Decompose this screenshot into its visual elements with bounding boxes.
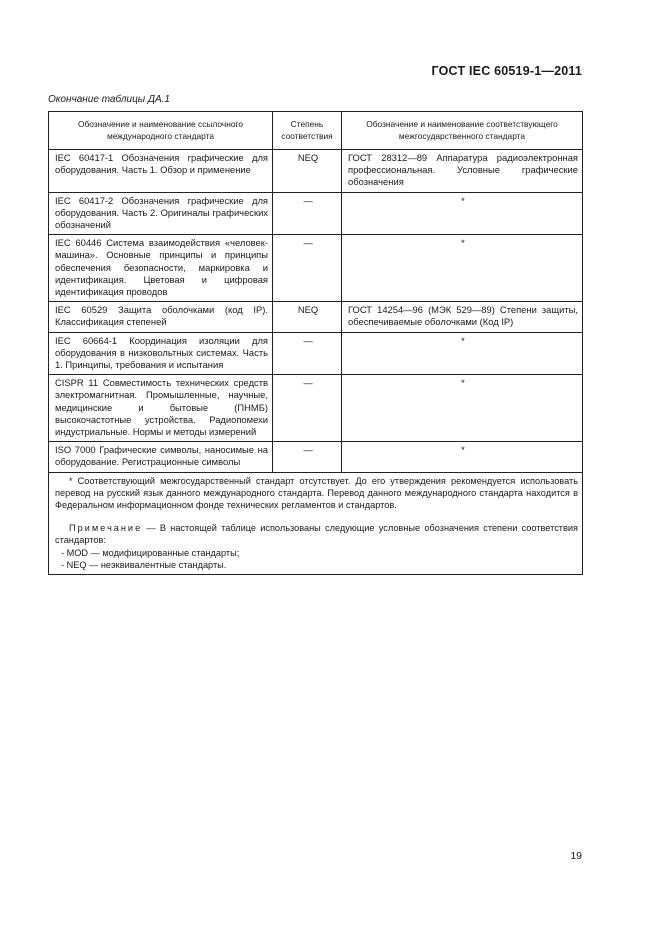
cell-reference: ISO 7000 Графические символы, наносимые на оборудование. Регистрационные символы (49, 442, 273, 472)
legend-item-neq: - NEQ — неэквивалентные стандарты. (61, 559, 227, 570)
cell-national: * (342, 332, 583, 375)
cell-degree: NEQ (273, 150, 342, 193)
table-header-row (49, 112, 583, 150)
cell-degree: — (273, 442, 342, 472)
note-text: — В настоящей таблице использованы следующие условные обозначения степени соответствия стандартов: (55, 523, 578, 546)
legend-item-mod: - MOD — модифицированные стандарты; (61, 547, 240, 558)
table-footer-row (49, 472, 583, 574)
cell-degree: — (273, 235, 342, 302)
cell-national: * (342, 192, 583, 235)
cell-degree: — (273, 192, 342, 235)
table-row (49, 332, 583, 375)
cell-national: ГОСТ 14254—96 (МЭК 529—89) Степени защиты, обеспечиваемые оболочками (Код IP) (342, 302, 583, 332)
table-row (49, 375, 583, 442)
table-footnote: * Соответствующий межгосударственный стандарт отсутствует. До его утверждения рекомендуется использовать перевод на русский язык данного международного стандарта. Перевод данного международного стандарта находится в Федеральном информационном фонде технических регламентов и стандартов. (55, 475, 578, 511)
cell-reference: IEC 60417-1 Обозначения графические для оборудования. Часть 1. Обзор и применение (49, 150, 273, 193)
cell-reference: IEC 60664-1 Координация изоляции для оборудования в низковольтных системах. Часть 1. Принципы, требования и испытания (49, 332, 273, 375)
cell-degree: — (273, 332, 342, 375)
table-caption: Окончание таблицы ДА.1 (48, 94, 170, 105)
table-row (49, 150, 583, 193)
cell-reference: CISPR 11 Совместимость технических средств электромагнитная. Промышленные, научные, медицинские и бытовые (ПНМБ) высокочастотные устройства. Радиопомехи индустриальные. Нормы и методы измерений (49, 375, 273, 442)
header-national-standard: Обозначение и наименование соответствующего межгосударственного стандарта (342, 112, 583, 150)
cell-national: ГОСТ 28312—89 Аппаратура радиоэлектронная профессиональная. Условные графические обозначения (342, 150, 583, 193)
table-row (49, 302, 583, 332)
cell-reference: IEC 60529 Защита оболочками (код IP). Классификация степеней (49, 302, 273, 332)
cell-reference: IEC 60446 Система взаимодействия «человек-машина». Основные принципы и принципы обеспечения безопасности, маркировка и идентификация. Цветовая и цифровая идентификация проводов (49, 235, 273, 302)
cell-national: * (342, 375, 583, 442)
cell-national: * (342, 442, 583, 472)
table-row (49, 235, 583, 302)
cell-national: * (342, 235, 583, 302)
cell-degree: — (273, 375, 342, 442)
note-label: Примечание (69, 523, 143, 534)
table-row (49, 192, 583, 235)
header-degree: Степень соответствия (273, 112, 342, 150)
header-reference-standard: Обозначение и наименование ссылочного международного стандарта (49, 112, 273, 150)
cell-reference: IEC 60417-2 Обозначения графические для оборудования. Часть 2. Оригиналы графических обозначений (49, 192, 273, 235)
cell-degree: NEQ (273, 302, 342, 332)
table-footer (49, 472, 583, 574)
page-number: 19 (570, 850, 582, 862)
standards-table (48, 111, 583, 575)
table-row (49, 442, 583, 472)
table-note (55, 522, 578, 546)
document-code: ГОСТ IEC 60519-1—2011 (431, 64, 582, 78)
